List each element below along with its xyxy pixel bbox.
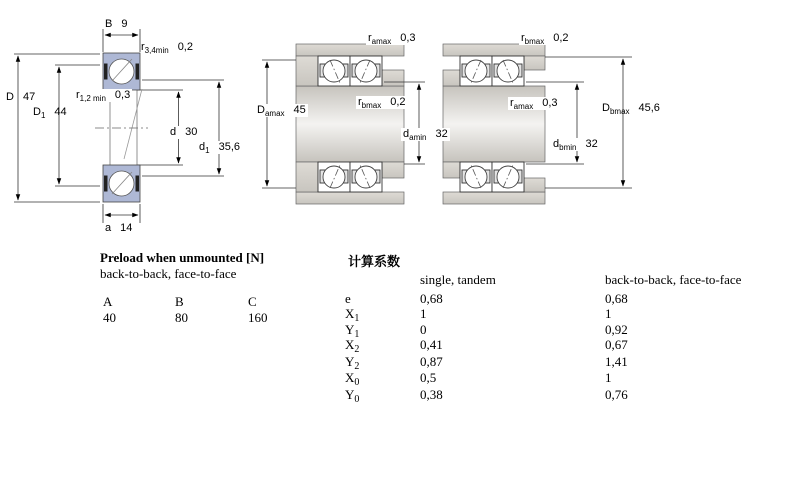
dim-label-D (6, 91, 35, 104)
dim-sub: amax (371, 37, 392, 46)
dim-value: 32 (435, 128, 448, 140)
factor-symbol-sub: 2 (354, 344, 360, 355)
dim-label-a (105, 222, 132, 235)
dim-sub: amin (409, 133, 427, 142)
dim-base: r (141, 41, 145, 53)
preload-table (100, 250, 330, 330)
duplex-mounting-diagram-b (443, 44, 632, 204)
preload-col-a: A (103, 294, 113, 309)
dim-value: 0,3 (114, 89, 131, 101)
factor-row-label (345, 306, 359, 322)
dim-base: D (33, 106, 41, 118)
dim-value: 30 (185, 126, 198, 138)
dim-value: 45,6 (638, 102, 660, 114)
dim-value: 44 (54, 106, 67, 118)
preload-col-c: C (248, 294, 257, 309)
duplex-mounting-diagram-a (262, 44, 425, 204)
dim-sub: bmax (609, 107, 630, 116)
preload-col-b: B (175, 294, 184, 309)
dim-base: d (199, 141, 206, 153)
factor-row-label (345, 291, 351, 307)
dim-value: 0,2 (390, 96, 406, 108)
preload-subtitle: back-to-back, face-to-face (100, 266, 237, 281)
factor-btb-value: 0,68 (605, 291, 628, 306)
dim-base: D (6, 91, 14, 103)
factor-symbol-sub: 0 (354, 394, 360, 405)
dim-value: 32 (585, 138, 598, 150)
dim-value: 0,3 (400, 32, 416, 44)
dim-label-r34 (141, 41, 193, 54)
dim-base: r (510, 97, 514, 109)
dim-sub: bmax (361, 101, 382, 110)
dim-label-d1 (197, 141, 242, 154)
seal-right-top (136, 64, 140, 80)
bearing-body (95, 53, 148, 202)
factor-single-value: 0 (420, 322, 427, 337)
dim-label-Dbmax (602, 102, 660, 115)
factor-symbol-sub: 2 (354, 361, 360, 372)
factor-btb-value: 0,76 (605, 387, 628, 402)
factors-title: 计算系数 (348, 254, 401, 269)
factor-symbol: e (345, 291, 351, 306)
factor-symbol: Y (345, 354, 355, 369)
dim-label-ramax-a (366, 32, 418, 45)
factor-symbol: X (345, 306, 355, 321)
factor-btb-value: 0,67 (605, 337, 628, 352)
dim-label-d (168, 126, 199, 139)
factor-btb-value: 0,92 (605, 322, 628, 337)
preload-val-c: 160 (248, 310, 268, 325)
dim-sub: bmax (524, 37, 545, 46)
dim-sub: bmin (559, 143, 577, 152)
factor-btb-value: 1 (605, 370, 612, 385)
dim-value: 9 (121, 18, 128, 30)
seal-left-bottom (104, 176, 108, 192)
dim-base: r (358, 96, 362, 108)
dim-sub: amax (513, 102, 534, 111)
dim-base: d (553, 138, 560, 150)
dim-base: r (76, 89, 80, 101)
dim-value: 0,3 (542, 97, 558, 109)
factor-row-label (345, 370, 359, 386)
dim-value: 47 (22, 91, 36, 103)
dim-D1 (55, 65, 100, 186)
preload-val-b: 80 (175, 310, 188, 325)
dim-label-dbmin (551, 138, 600, 151)
dim-base: d (403, 128, 410, 140)
dim-B-width (103, 29, 140, 52)
dim-label-Damax (255, 104, 308, 117)
factor-symbol-sub: 0 (354, 377, 360, 388)
dim-sub: 3,4min (144, 46, 169, 55)
factor-single-value: 1 (420, 306, 427, 321)
factor-row-label (345, 322, 359, 338)
seal-left-top (104, 64, 108, 80)
dim-base: d (170, 126, 177, 138)
factor-symbol: X (345, 370, 355, 385)
factor-symbol: X (345, 337, 355, 352)
dim-sub: 1,2 min (79, 94, 106, 103)
dim-Dbmax (545, 57, 632, 188)
dim-base: r (368, 32, 372, 44)
dim-value: 45 (293, 104, 306, 116)
dim-base: r (521, 32, 525, 44)
dim-label-rbmax-a (356, 96, 408, 109)
dim-base: D (257, 104, 265, 116)
dim-sub: 1 (205, 146, 210, 155)
factors-header-btb: back-to-back, face-to-face (605, 272, 742, 287)
dim-base: a (105, 222, 112, 234)
dim-value: 0,2 (177, 41, 193, 53)
factor-single-value: 0,87 (420, 354, 443, 369)
dim-label-D1 (33, 106, 67, 119)
dim-a (103, 204, 140, 223)
factor-symbol-sub: 1 (354, 329, 360, 340)
factor-btb-value: 1 (605, 306, 612, 321)
dim-base: B (105, 18, 113, 30)
factors-header-single: single, tandem (420, 272, 496, 287)
factor-row-label (345, 337, 359, 353)
dim-Damax (262, 60, 296, 188)
preload-title: Preload when unmounted [N] (100, 250, 265, 265)
factor-row-label (345, 354, 359, 370)
dim-value: 0,2 (553, 32, 569, 44)
dim-base: D (602, 102, 610, 114)
factor-btb-value: 1,41 (605, 354, 628, 369)
factor-symbol: Y (345, 322, 355, 337)
seal-right-bottom (136, 176, 140, 192)
dim-label-B (105, 18, 127, 31)
factor-single-value: 0,38 (420, 387, 443, 402)
dim-D-outer (14, 54, 100, 202)
dim-label-ramax-b (508, 97, 560, 110)
calculation-factors-table (345, 250, 785, 410)
dim-label-r12 (74, 89, 132, 102)
dim-label-damin (401, 128, 450, 141)
factor-single-value: 0,5 (420, 370, 437, 385)
dim-sub: amax (264, 109, 285, 118)
factor-symbol: Y (345, 387, 355, 402)
factor-single-value: 0,68 (420, 291, 443, 306)
preload-val-a: 40 (103, 310, 116, 325)
dim-value: 35,6 (218, 141, 240, 153)
factor-symbol-sub: 1 (354, 313, 360, 324)
factor-row-label (345, 387, 359, 403)
factor-single-value: 0,41 (420, 337, 443, 352)
dim-label-rbmax-b (519, 32, 571, 45)
dim-value: 14 (120, 222, 133, 234)
dim-sub: 1 (40, 111, 46, 120)
